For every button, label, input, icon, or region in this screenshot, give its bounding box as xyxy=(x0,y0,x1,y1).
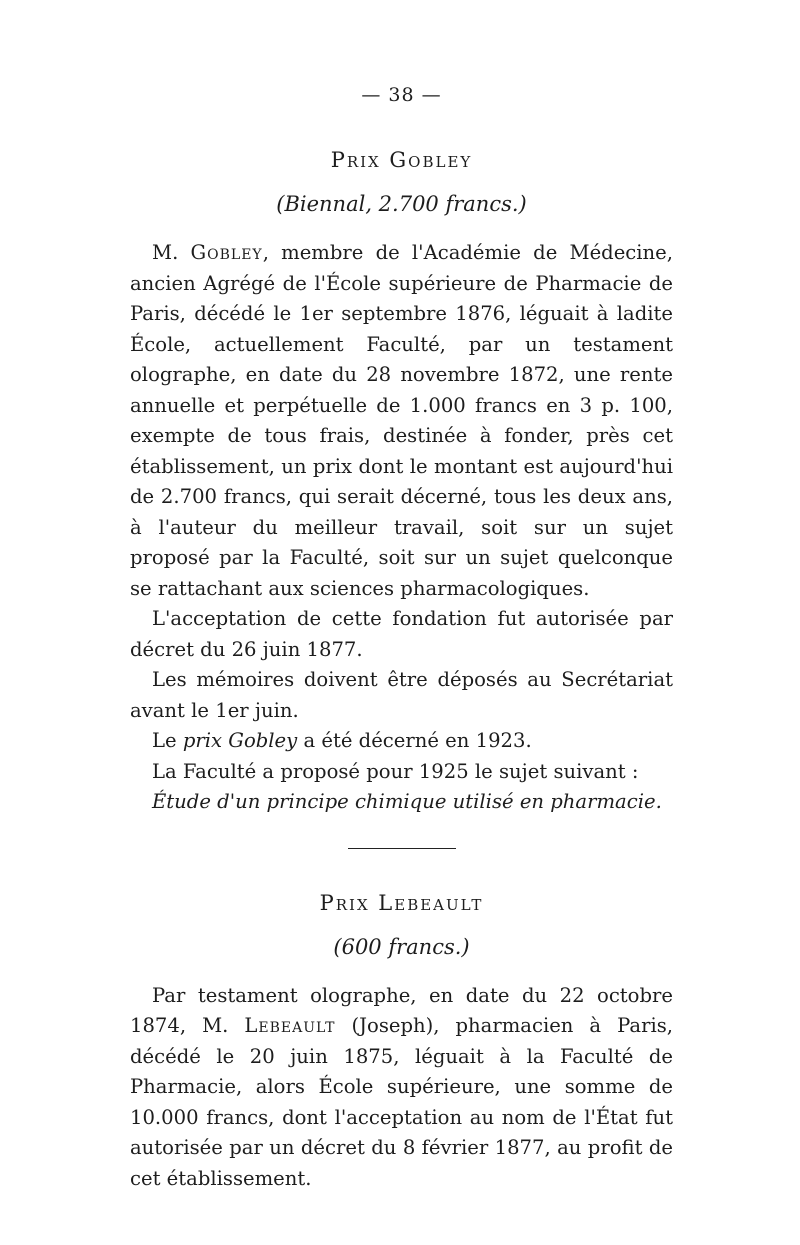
text-fragment: Le xyxy=(152,729,183,752)
prize-name: prix Gobley xyxy=(182,729,298,752)
person-name: Gobley xyxy=(190,241,263,264)
proposed-subject: Étude d'un principe chimique utilisé en pharmacie. xyxy=(152,790,662,813)
section-title: Prix Gobley xyxy=(330,148,473,172)
person-name: Lebeault xyxy=(244,1014,336,1037)
section-title: Prix Lebeault xyxy=(319,890,484,915)
page-number: — 38 — xyxy=(361,84,442,106)
section-prix-lebeault xyxy=(130,891,673,1195)
section-subtitle: (600 francs.) xyxy=(333,934,470,959)
paragraph: Les mémoires doivent être déposés au Secrétariat avant le 1er juin. xyxy=(130,668,673,722)
paragraph-text: , membre de l'Académie de Médecine, ancien Agrégé de l'École supérieure de Pharmacie de Paris, décédé le 1er septembre 1876, léguait à ladite École, actuellement Faculté, par un testament olographe, en date du 28 novembre 1872, une rente annuelle et perpétuelle de 1.000 francs en 3 p. 100, exempte de tous frais, destinée à fonder, près cet établissement, un prix dont le montant est aujourd'hui de 2.700 francs, qui serait décerné, tous les deux ans, à l'auteur du meilleur travail, soit sur un sujet proposé par la Faculté, soit sur un sujet quelconque se rattachant aux sciences pharmacologiques. xyxy=(130,241,673,600)
paragraph: L'acceptation de cette fondation fut autorisée par décret du 26 juin 1877. xyxy=(130,607,673,661)
paragraph: La Faculté a proposé pour 1925 le sujet suivant : xyxy=(152,759,639,783)
paragraph: M. Gobley, membre de l'Académie de Médecine, ancien Agrégé de l'École supérieure de Pharmacie de Paris, décédé le 1er septembre 1876, léguait à ladite École, actuellement Faculté, par un testament olographe, en date du 28 novembre 1872, une rente annuelle et perpétuelle de 1.000 francs en 3 p. 100, exempte de tous frais, destinée à fonder, près cet établissement, un prix dont le montant est aujourd'hui de 2.700 francs, qui serait décerné, tous les deux ans, à l'auteur du meilleur travail, soit sur un sujet proposé par la Faculté, soit sur un sujet quelconque se rattachant aux sciences pharmacologiques. xyxy=(130,241,673,600)
section-divider xyxy=(348,848,456,849)
paragraph xyxy=(130,726,673,757)
text-fragment: a été décerné en 1923. xyxy=(297,729,532,752)
section-prix-gobley xyxy=(130,148,673,818)
document-page xyxy=(130,84,673,1194)
paragraph xyxy=(130,981,673,1195)
text-fragment: Par testament olographe, en date du 22 octobre 1874, M. xyxy=(130,983,673,1037)
section-subtitle: (Biennal, 2.700 francs.) xyxy=(276,192,527,216)
text-fragment: (Joseph), pharmacien à Paris, décédé le 20 juin 1875, léguait à la Faculté de Pharmacie, alors École supérieure, une somme de 10.000 francs, dont l'acceptation au nom de l'État fut autorisée par un décret du 8 février 1877, au profit de cet établissement. xyxy=(130,1014,673,1190)
